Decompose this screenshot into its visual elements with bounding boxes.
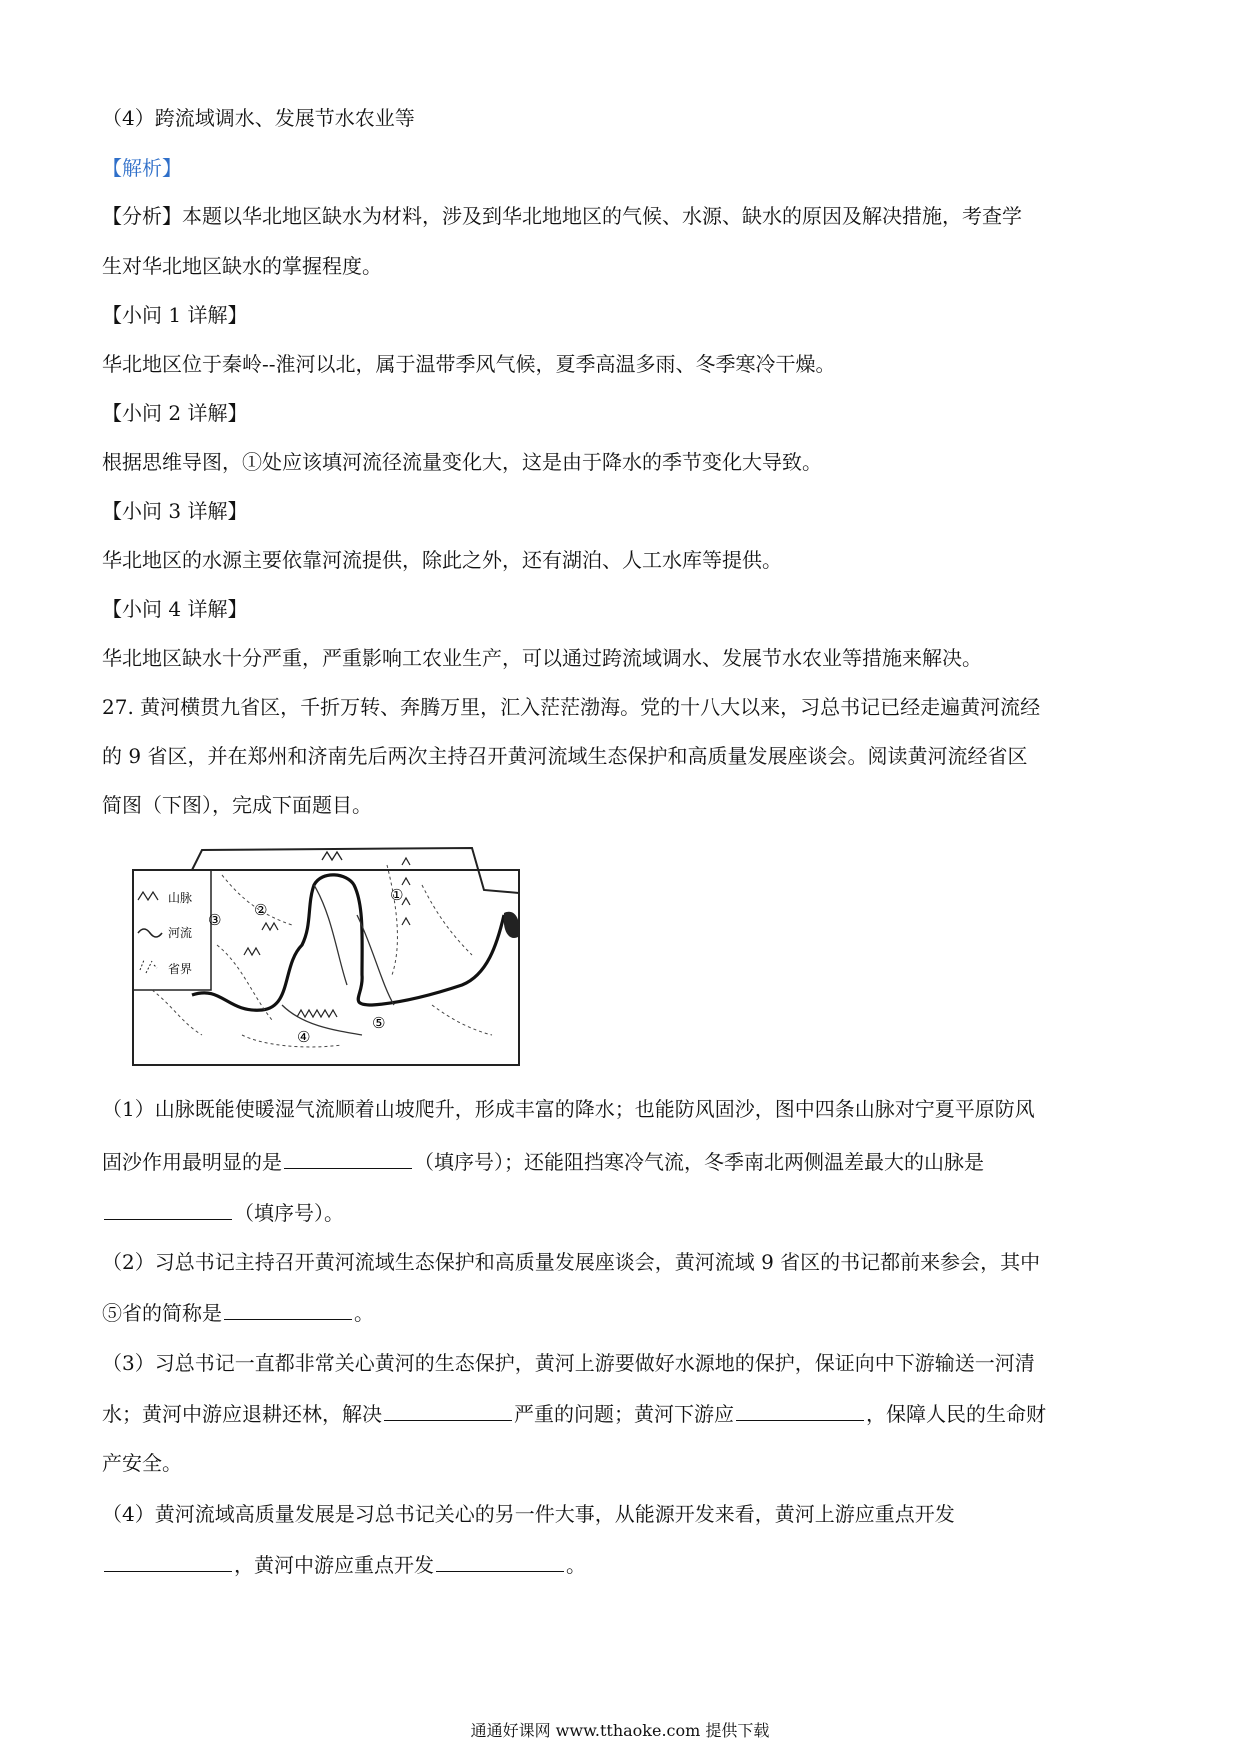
sub2-line-1: （2）习总书记主持召开黄河流域生态保护和高质量发展座谈会，黄河流域 9 省区的书记都前来参会，其中 [102,1250,1041,1274]
question-27-line-2: 的 9 省区，并在郑州和济南先后两次主持召开黄河流域生态保护和高质量发展座谈会。阅读黄河流经省区 [102,744,1028,768]
sub4-line-1: （4）黄河流域高质量发展是习总书记关心的另一件大事，从能源开发来看，黄河上游应重点开发 [102,1502,955,1526]
q3-text: 华北地区的水源主要依靠河流提供，除此之外，还有湖泊、人工水库等提供。 [102,548,782,572]
q4-heading: 【小问 4 详解】 [102,597,248,621]
answer-blank[interactable] [384,1398,512,1421]
question-27-line-3: 简图（下图），完成下面题目。 [102,793,372,817]
sub3-text-a: 水；黄河中游应退耕还林，解决 [102,1402,382,1426]
sub1-text-c: （填序号）。 [234,1201,344,1225]
sub4-text-b: 。 [566,1553,586,1577]
legend-mountain-label: 山脉 [168,891,193,905]
q1-heading: 【小问 1 详解】 [102,303,248,327]
yellow-river-map [132,845,532,1067]
q2-text: 根据思维导图，①处应该填河流径流量变化大，这是由于降水的季节变化大导致。 [102,450,822,474]
map-label-2: ② [254,901,268,919]
sub1-line-1: （1）山脉既能使暖湿气流顺着山坡爬升，形成丰富的降水；也能防风固沙，图中四条山脉对宁夏平原防风 [102,1097,1035,1121]
analysis-label: 【解析】 [102,156,182,180]
answer-blank[interactable] [736,1398,864,1421]
sub4-line-2 [102,1549,1138,1580]
answer-blank[interactable] [224,1297,352,1320]
sub3-text-c: ，保障人民的生命财 [866,1402,1046,1426]
sub1-line-3 [102,1197,1138,1228]
map-label-4: ④ [297,1028,311,1046]
answer-4: （4）跨流域调水、发展节水农业等 [102,106,415,130]
q4-text: 华北地区缺水十分严重，严重影响工农业生产，可以通过跨流域调水、发展节水农业等措施来解决。 [102,646,982,670]
map-label-3: ③ [208,911,222,929]
sub4-text-a: ，黄河中游应重点开发 [234,1553,434,1577]
sub3-line-1: （3）习总书记一直都非常关心黄河的生态保护，黄河上游要做好水源地的保护，保证向中下游输送一河清 [102,1351,1035,1375]
sub1-text-b: （填序号）；还能阻挡寒冷气流，冬季南北两侧温差最大的山脉是 [414,1150,984,1174]
sub1-text-a: 固沙作用最明显的是 [102,1150,282,1174]
footer-text: 通通好课网 www.tthaoke.com 提供下载 [470,1721,770,1740]
q3-heading: 【小问 3 详解】 [102,499,248,523]
legend-box [133,870,211,990]
legend-river-label: 河流 [168,926,193,940]
answer-blank[interactable] [436,1549,564,1572]
sub3-text-b: 严重的问题；黄河下游应 [514,1402,734,1426]
sub2-line-2 [102,1297,1138,1328]
map-figure [132,845,532,1067]
q1-text: 华北地区位于秦岭--淮河以北，属于温带季风气候，夏季高温多雨、冬季寒冷干燥。 [102,352,836,376]
map-label-1: ① [390,886,404,904]
map-label-5: ⑤ [372,1014,386,1032]
sub3-line-2 [102,1398,1138,1429]
legend-boundary-label: 省界 [168,962,193,976]
answer-blank[interactable] [284,1146,412,1169]
answer-blank[interactable] [104,1549,232,1572]
question-27-line-1: 27. 黄河横贯九省区，千折万转、奔腾万里，汇入茫茫渤海。党的十八大以来，习总书记已经走遍黄河流经 [102,695,1041,719]
answer-blank[interactable] [104,1197,232,1220]
sub2-text-a: ⑤省的简称是 [102,1301,222,1325]
sub2-text-b: 。 [354,1301,374,1325]
sub3-line-3: 产安全。 [102,1451,182,1475]
analysis-line-1: 【分析】本题以华北地区缺水为材料，涉及到华北地地区的气候、水源、缺水的原因及解决措施，考查学 [102,204,1022,228]
sub1-line-2 [102,1146,1138,1177]
analysis-line-2: 生对华北地区缺水的掌握程度。 [102,254,382,278]
q2-heading: 【小问 2 详解】 [102,401,248,425]
